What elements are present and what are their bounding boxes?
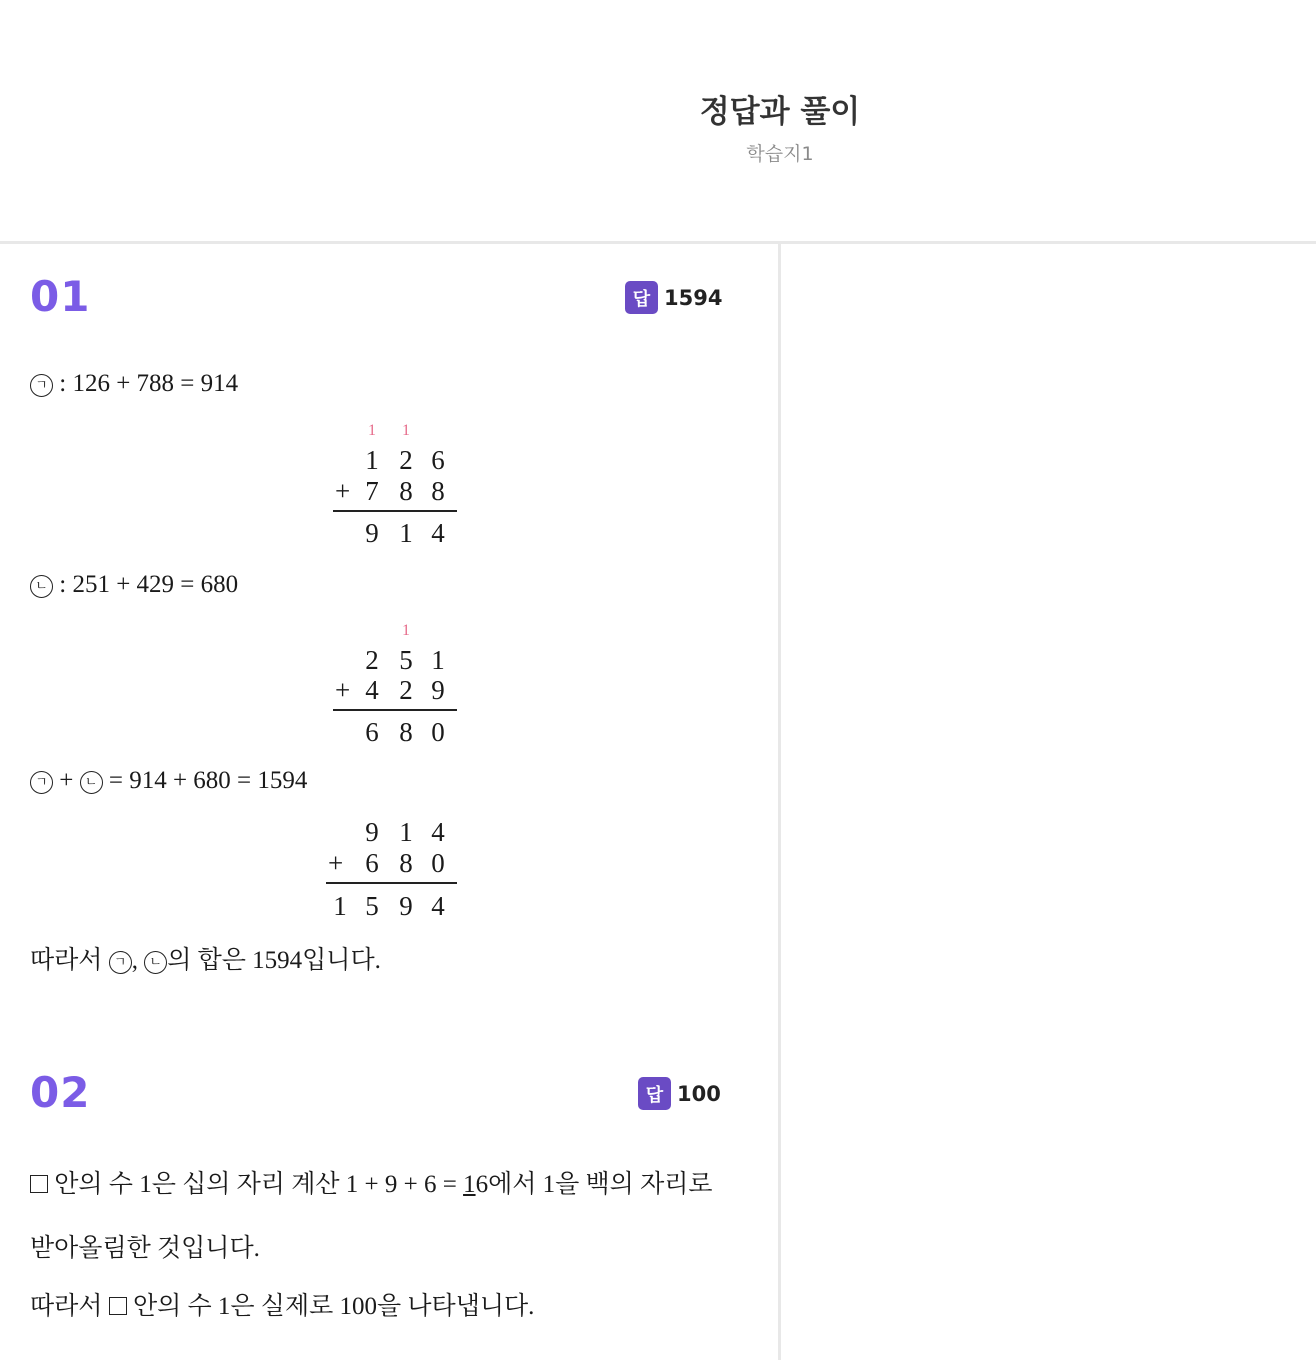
digit: 1 (399, 817, 413, 847)
answer-value: 1594 (664, 285, 723, 310)
explanation-line (30, 1286, 534, 1322)
digit: 1 (431, 645, 445, 675)
digit: 1 (333, 891, 347, 921)
page-title: 정답과 풀이 (699, 94, 861, 130)
solution-step (30, 370, 238, 398)
digit: 2 (399, 675, 413, 705)
digit: 5 (365, 891, 379, 921)
plus-sign: + (335, 476, 351, 506)
answer-box (638, 1077, 721, 1110)
problem-number: 01 (30, 272, 91, 321)
answer-badge: 답 (638, 1077, 671, 1110)
page-subtitle: 학습지1 (746, 143, 814, 165)
empty-box-icon (109, 1297, 127, 1315)
page-header (0, 0, 1316, 242)
answer-box (625, 281, 722, 314)
conclusion-prefix: 따라서 (30, 947, 109, 974)
explanation-line (30, 1164, 713, 1200)
digit: 4 (365, 675, 379, 705)
digit: 8 (399, 717, 413, 747)
digit: 9 (365, 518, 379, 548)
digit: 7 (365, 476, 379, 506)
digit: 9 (365, 817, 379, 847)
digit: 1 (399, 518, 413, 548)
digit: 0 (431, 848, 445, 878)
circled-label: ㄱ (30, 374, 53, 397)
solution-step (30, 767, 307, 795)
circled-label: ㄴ (30, 575, 53, 598)
text: 따라서 (30, 1293, 109, 1320)
digit: 4 (431, 518, 445, 548)
answer-value: 100 (677, 1081, 721, 1106)
sum-line (333, 709, 457, 711)
circled-label: ㄱ (109, 951, 132, 974)
digit: 5 (399, 645, 413, 675)
solution-step (30, 571, 238, 599)
circled-label: ㄱ (30, 771, 53, 794)
plus-sign: + (335, 675, 351, 705)
empty-box-icon (30, 1175, 48, 1193)
equation: : 126 + 788 = 914 (59, 370, 239, 397)
digit: 8 (399, 476, 413, 506)
plus-text: + (53, 767, 80, 794)
header-divider (0, 241, 1316, 244)
digit: 0 (431, 717, 445, 747)
explanation-line: 받아올림한 것입니다. (30, 1235, 260, 1262)
problem-number: 02 (30, 1068, 91, 1117)
equation: = 914 + 680 = 1594 (102, 767, 308, 794)
digit: 8 (399, 848, 413, 878)
digit: 1 (365, 445, 379, 475)
circled-label: ㄴ (144, 951, 167, 974)
digit: 8 (431, 476, 445, 506)
carry-digit: 1 (402, 622, 410, 639)
digit: 6 (431, 445, 445, 475)
digit: 4 (431, 891, 445, 921)
separator: , (131, 947, 145, 974)
sum-line (333, 510, 457, 512)
text: 6에서 1을 백의 자리로 (475, 1171, 713, 1198)
digit: 4 (431, 817, 445, 847)
text: 안의 수 1은 십의 자리 계산 1 + 9 + 6 = (48, 1171, 464, 1198)
carry-digit: 1 (402, 422, 410, 439)
digit: 6 (365, 848, 379, 878)
carry-digit: 1 (368, 422, 376, 439)
plus-sign: + (328, 848, 344, 878)
sum-line (326, 882, 457, 884)
column-divider (778, 244, 781, 1360)
digit: 9 (431, 675, 445, 705)
conclusion (30, 940, 381, 976)
digit: 2 (399, 445, 413, 475)
digit: 6 (365, 717, 379, 747)
digit: 9 (399, 891, 413, 921)
circled-label: ㄴ (80, 771, 103, 794)
underlined-digit: 1 (463, 1171, 476, 1198)
digit: 2 (365, 645, 379, 675)
conclusion-suffix: 의 합은 1594입니다. (167, 947, 381, 974)
answer-badge: 답 (625, 281, 658, 314)
equation: : 251 + 429 = 680 (59, 571, 239, 598)
text: 안의 수 1은 실제로 100을 나타냅니다. (126, 1293, 535, 1320)
